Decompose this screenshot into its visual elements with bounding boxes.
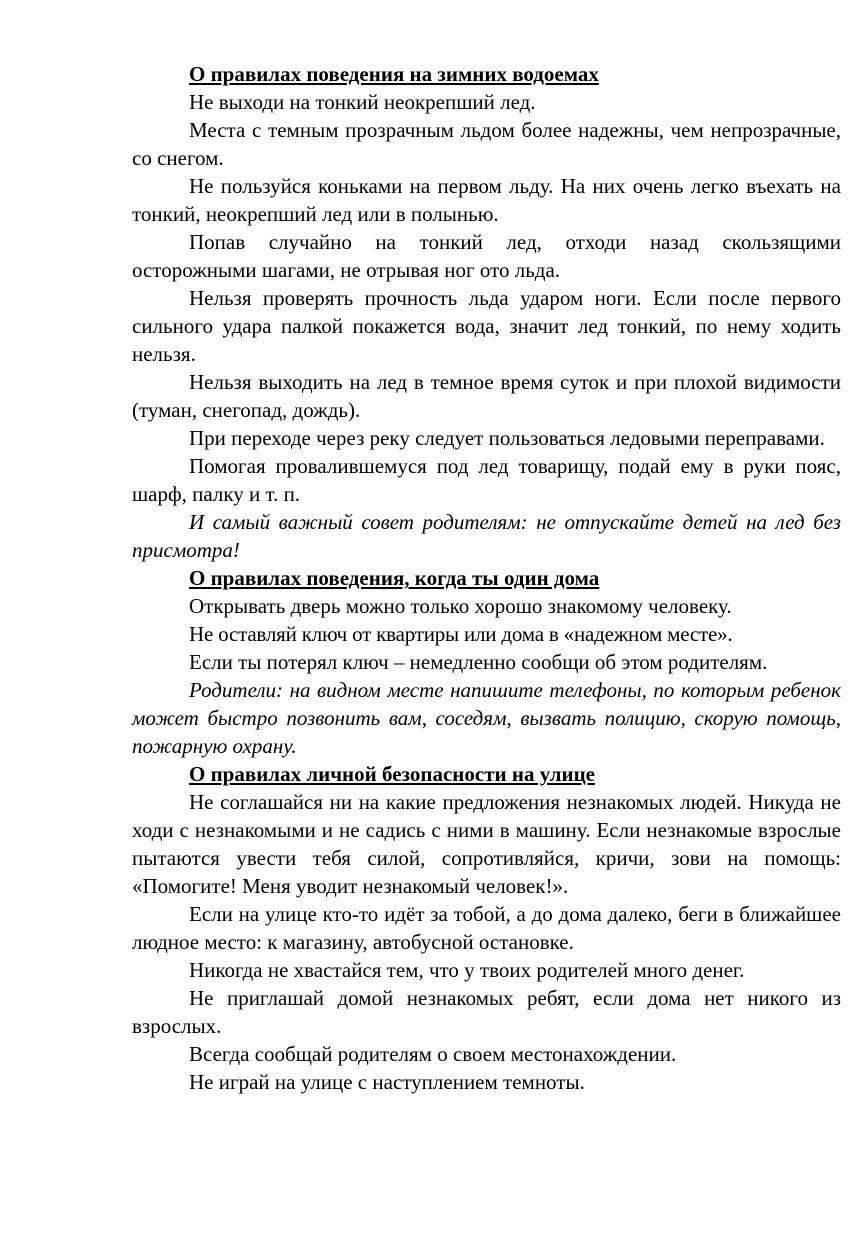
paragraph: Помогая провалившемуся под лед товарищу, подай ему в руки пояс, шарф, палку и т. п. [132, 454, 841, 506]
paragraph: Не соглашайся ни на какие предложения незнакомых людей. Никуда не ходи с незнакомыми и не садись с ними в машину. Если незнакомые взрослые пытаются увести тебя силой, сопротивляйся, кричи, зови на помощь: «Помогите! Меня уводит незнакомый человек!». [132, 790, 841, 898]
paragraph: Не играй на улице с наступлением темноты. [189, 1070, 585, 1094]
paragraph: Открывать дверь можно только хорошо знакомому человеку. [189, 594, 732, 618]
paragraph: Если на улице кто-то идёт за тобой, а до дома далеко, беги в ближайшее людное место: к магазину, автобусной остановке. [132, 902, 841, 954]
section-heading: О правилах поведения, когда ты один дома [189, 566, 600, 590]
paragraph: Попав случайно на тонкий лед, отходи назад скользящими осторожными шагами, не отрывая ног ото льда. [132, 230, 841, 282]
parent-advice-paragraph: Родители: на видном месте напишите телефоны, по которым ребенок может быстро позвонить вам, соседям, вызвать полицию, скорую помощь, пожарную охрану. [132, 678, 841, 758]
paragraph: Нельзя выходить на лед в темное время суток и при плохой видимости (туман, снегопад, дождь). [132, 370, 841, 422]
paragraph: Всегда сообщай родителям о своем местонахождении. [189, 1042, 677, 1066]
paragraph: Нельзя проверять прочность льда ударом ноги. Если после первого сильного удара палкой покажется вода, значит лед тонкий, по нему ходить нельзя. [132, 286, 841, 366]
paragraph: Не оставляй ключ от квартиры или дома в «надежном месте». [189, 622, 733, 646]
parent-advice-paragraph: И самый важный совет родителям: не отпускайте детей на лед без присмотра! [132, 510, 841, 562]
paragraph: Не приглашай домой незнакомых ребят, если дома нет никого из взрослых. [132, 986, 841, 1038]
section-heading: О правилах поведения на зимних водоемах [189, 62, 599, 86]
paragraph: Никогда не хвастайся тем, что у твоих родителей много денег. [189, 958, 745, 982]
paragraph: Не пользуйся коньками на первом льду. На них очень легко въехать на тонкий, неокрепший лед или в полынью. [132, 174, 841, 226]
section-heading: О правилах личной безопасности на улице [189, 762, 596, 786]
paragraph: Не выходи на тонкий неокрепший лед. [189, 90, 536, 114]
document-page [132, 60, 841, 1096]
paragraph: Если ты потерял ключ – немедленно сообщи об этом родителям. [189, 650, 768, 674]
paragraph: Места с темным прозрачным льдом более надежны, чем непрозрачные, со снегом. [132, 118, 841, 170]
paragraph: При переходе через реку следует пользоваться ледовыми переправами. [189, 426, 825, 450]
